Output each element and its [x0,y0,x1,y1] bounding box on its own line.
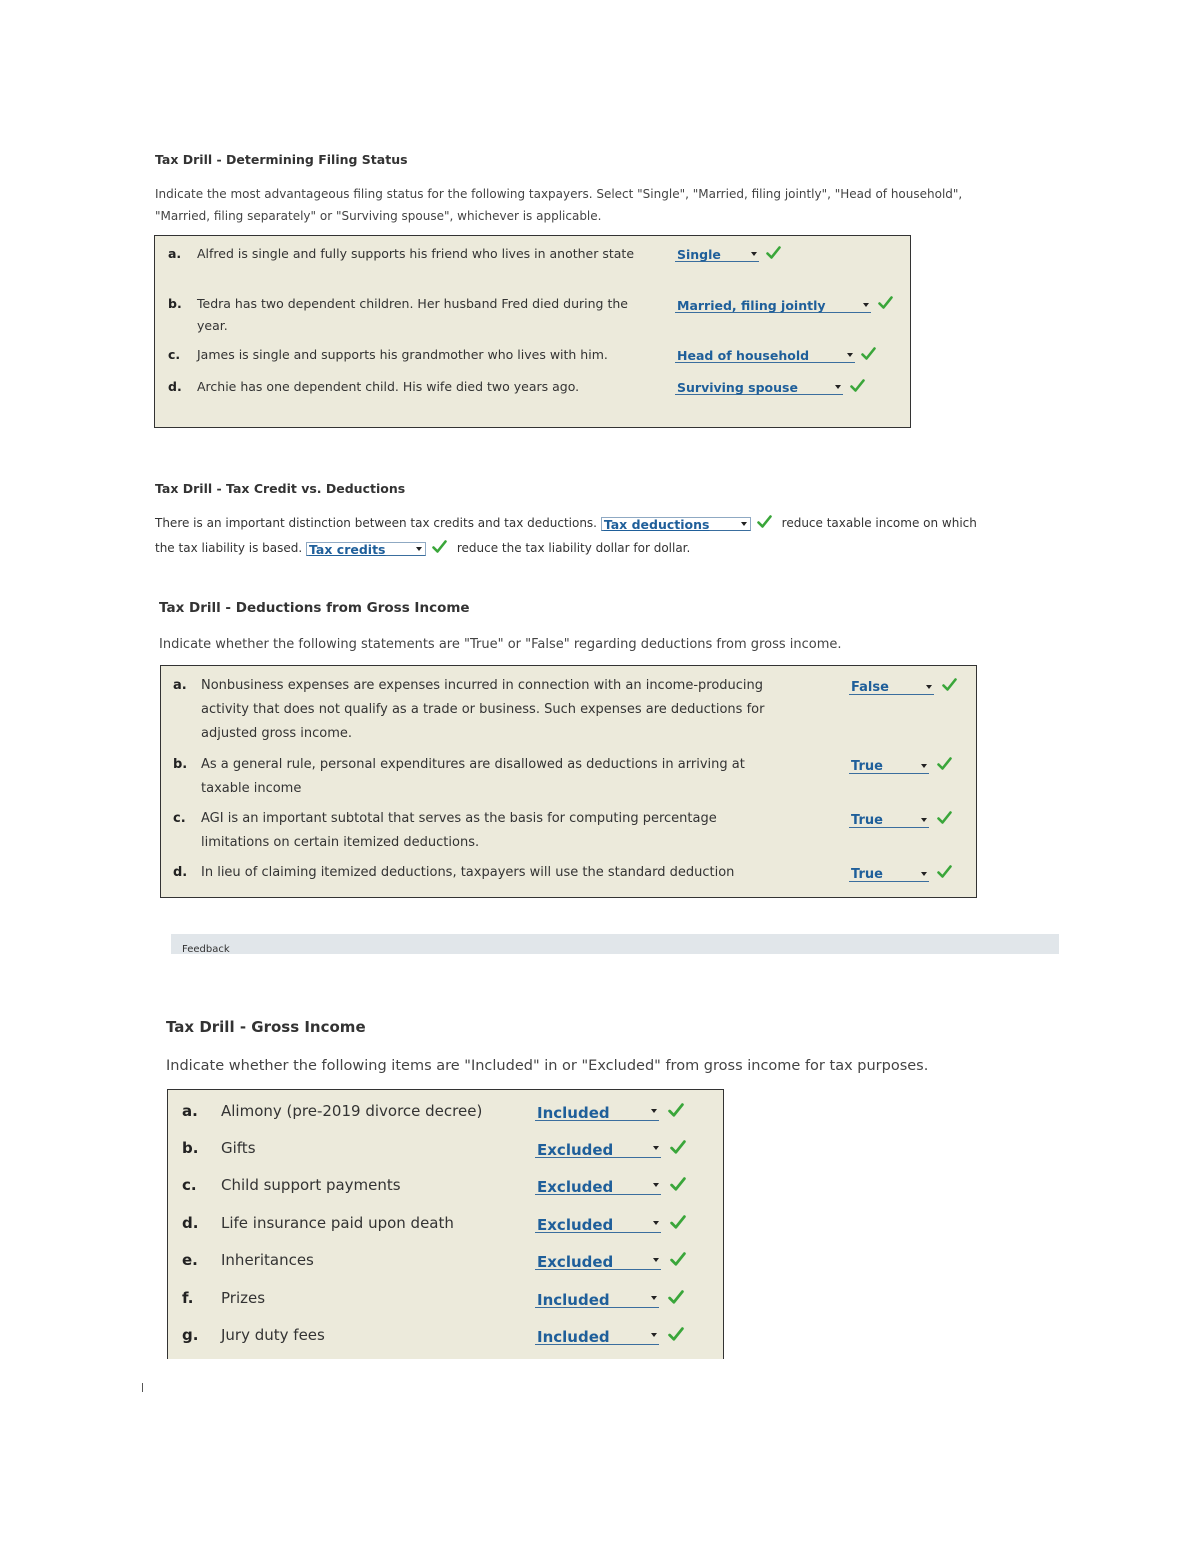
chevron-down-icon [863,303,869,307]
check-icon [861,347,876,361]
check-icon [937,865,952,879]
check-icon [670,1140,686,1155]
answer-value: Tax credits [309,541,386,557]
row-question-continued: taxable income [201,781,302,796]
text-cursor-mark [142,1383,143,1392]
feedback-label[interactable]: Feedback [182,944,230,955]
chevron-down-icon [653,1183,659,1187]
answer-dropdown[interactable] [675,348,855,363]
credits-vs-deductions-line2 [155,540,690,557]
row-question: Alfred is single and fully supports his friend who lives in another state [197,246,635,261]
check-icon [766,246,781,260]
chevron-down-icon [741,522,747,526]
check-icon [937,811,952,825]
row-letter: a. [168,246,182,261]
row-letter: d. [168,379,182,394]
answer-dropdown[interactable] [675,380,843,395]
chevron-down-icon [651,1333,657,1337]
row-question: Child support payments [221,1176,401,1194]
deductions-title: Tax Drill - Deductions from Gross Income [159,600,470,616]
answer-dropdown[interactable] [535,1104,659,1121]
check-icon [670,1177,686,1192]
answer-dropdown[interactable] [849,759,929,774]
answer-dropdown[interactable] [849,680,934,695]
chevron-down-icon [926,685,932,689]
row-question-continued: adjusted gross income. [201,726,353,741]
answer-value: Included [537,1104,610,1122]
filing-status-section [155,152,1055,223]
chevron-down-icon [847,353,853,357]
answer-value: Excluded [537,1178,614,1196]
row-letter: b. [182,1139,199,1157]
check-icon [668,1327,684,1342]
answer-dropdown[interactable] [535,1291,659,1308]
credits-vs-deductions-section [155,481,1055,557]
answer-dropdown[interactable] [535,1328,659,1345]
gross-income-title: Tax Drill - Gross Income [166,1018,366,1036]
statement-text: the tax liability is based. [155,541,303,555]
chevron-down-icon [416,547,422,551]
answer-dropdown[interactable] [849,867,929,882]
statement-text: reduce the tax liability dollar for dollar. [456,541,691,555]
check-icon [942,678,957,692]
check-icon [668,1290,684,1305]
row-question: Alimony (pre-2019 divorce decree) [221,1102,483,1120]
check-icon [878,296,893,310]
answer-value: Excluded [537,1216,614,1234]
row-question: As a general rule, personal expenditures are disallowed as deductions in arriving at [201,757,745,772]
row-letter: c. [168,347,181,362]
answer-dropdown[interactable] [849,813,929,828]
chevron-down-icon [921,872,927,876]
row-letter: d. [173,865,188,880]
row-question: Prizes [221,1289,266,1307]
answer-dropdown[interactable] [306,542,426,556]
check-icon [432,540,447,557]
row-question: Jury duty fees [221,1326,325,1344]
check-icon [668,1103,684,1118]
row-question: Nonbusiness expenses are expenses incurred in connection with an income-producing [201,678,764,693]
chevron-down-icon [653,1258,659,1262]
row-letter: c. [173,811,186,826]
row-question: In lieu of claiming itemized deductions, taxpayers will use the standard deduction [201,865,735,880]
answer-value: Tax deductions [603,516,710,532]
row-question-continued: year. [197,318,228,333]
answer-value: True [851,813,883,828]
deductions-section [159,600,1059,652]
row-letter: b. [168,296,182,311]
chevron-down-icon [651,1296,657,1300]
row-question: Archie has one dependent child. His wife died two years ago. [197,379,580,394]
answer-value: Included [537,1291,610,1309]
row-letter: f. [182,1289,194,1307]
row-question-continued: limitations on certain itemized deductions. [201,835,480,850]
gross-income-section [166,1018,1066,1074]
answer-value: Head of household [677,348,810,363]
chevron-down-icon [651,1109,657,1113]
gross-income-instructions: Indicate whether the following items are "Included" in or "Excluded" from gross income for tax purposes. [166,1058,929,1074]
row-question: James is single and supports his grandmother who lives with him. [197,347,608,362]
row-letter: a. [173,678,187,693]
answer-dropdown[interactable] [535,1178,661,1195]
chevron-down-icon [751,252,757,256]
answer-value: False [851,680,889,695]
answer-dropdown[interactable] [535,1253,661,1270]
filing-status-instructions-line2: "Married, filing separately" or "Surviving spouse", whichever is applicable. [155,209,602,223]
deductions-question-box [160,665,977,898]
chevron-down-icon [653,1146,659,1150]
row-letter: d. [182,1214,199,1232]
answer-dropdown[interactable] [675,298,871,313]
answer-value: True [851,759,883,774]
answer-value: True [851,867,883,882]
row-letter: a. [182,1102,198,1120]
answer-value: Single [677,247,721,262]
check-icon [937,757,952,771]
check-icon [670,1252,686,1267]
chevron-down-icon [653,1221,659,1225]
row-question: Life insurance paid upon death [221,1214,454,1232]
filing-status-question-box [154,235,911,428]
deductions-instructions: Indicate whether the following statements are "True" or "False" regarding deductions from gross income. [159,637,842,652]
filing-status-instructions-line1: Indicate the most advantageous filing status for the following taxpayers. Select "Single", "Married, filing jointly", "Head of household", [155,187,963,201]
row-question-continued: activity that does not qualify as a trade or business. Such expenses are deductions for [201,702,765,717]
gross-income-question-box [167,1089,724,1359]
answer-value: Married, filing jointly [677,298,826,313]
row-question: AGI is an important subtotal that serves as the basis for computing percentage [201,811,717,826]
statement-text: There is an important distinction between tax credits and tax deductions. [155,516,597,530]
answer-dropdown[interactable] [535,1216,661,1233]
answer-value: Excluded [537,1141,614,1159]
answer-value: Included [537,1328,610,1346]
credits-vs-deductions-line1 [155,515,977,532]
feedback-bar[interactable] [171,934,1059,954]
row-letter: c. [182,1176,197,1194]
check-icon [757,515,772,532]
statement-text: reduce taxable income on which [781,516,977,530]
answer-value: Excluded [537,1253,614,1271]
check-icon [670,1215,686,1230]
chevron-down-icon [921,818,927,822]
row-letter: e. [182,1251,198,1269]
check-icon [850,379,865,393]
credits-vs-deductions-title: Tax Drill - Tax Credit vs. Deductions [155,481,406,496]
filing-status-title: Tax Drill - Determining Filing Status [155,152,408,167]
answer-dropdown[interactable] [535,1141,661,1158]
row-letter: g. [182,1326,199,1344]
answer-dropdown[interactable] [675,247,759,262]
row-letter: b. [173,757,188,772]
chevron-down-icon [835,385,841,389]
row-question: Inheritances [221,1251,314,1269]
row-question: Tedra has two dependent children. Her husband Fred died during the [197,296,628,311]
answer-value: Surviving spouse [677,380,798,395]
chevron-down-icon [921,764,927,768]
answer-dropdown[interactable] [601,517,751,531]
row-question: Gifts [221,1139,256,1157]
